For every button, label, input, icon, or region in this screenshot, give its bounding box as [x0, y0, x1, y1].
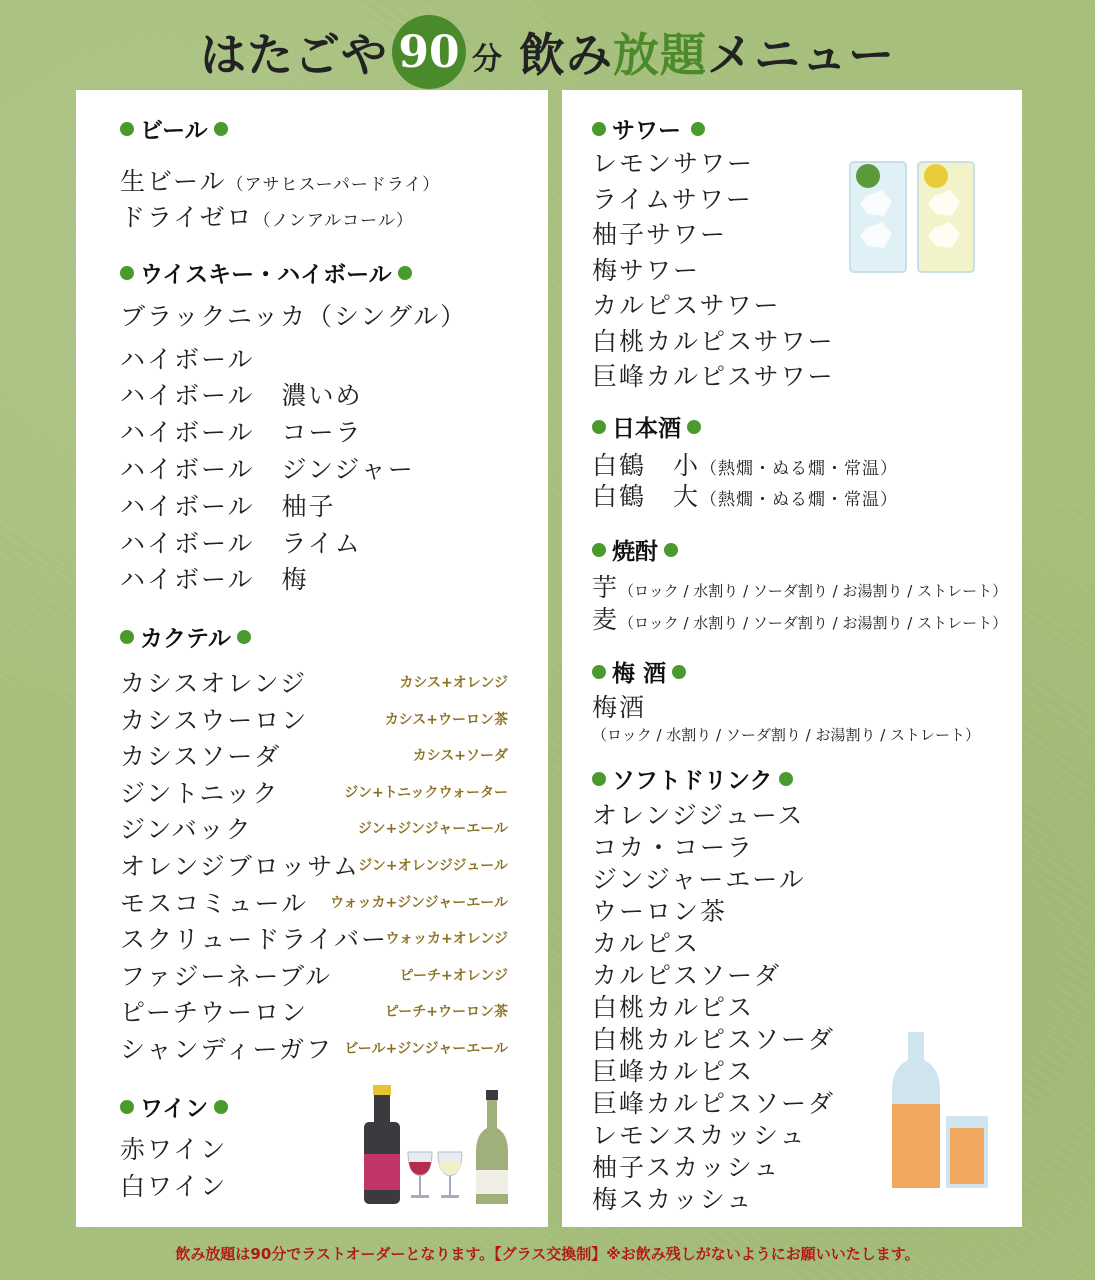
section-heading-umeshu [592, 655, 692, 688]
menu-item: 梅サワー [592, 255, 701, 285]
menu-item: 白桃カルピスソーダ [592, 1025, 836, 1054]
menu-item: ドライゼロ（ノンアルコール） [120, 203, 414, 232]
bullet-icon [592, 122, 606, 136]
menu-item: ハイボール 梅 [120, 565, 309, 594]
menu-item: 柚子スカッシュ [592, 1153, 781, 1182]
juice-bottle-icon [888, 1028, 992, 1190]
bullet-icon [120, 122, 134, 136]
heading-text: 焼酎 [612, 539, 658, 565]
bullet-icon [214, 122, 228, 136]
bullet-icon [120, 630, 134, 644]
menu-item: レモンサワー [592, 149, 755, 178]
menu-item: 柚子サワー [592, 220, 728, 249]
ingredient-note: ピーチ+オレンジ [399, 967, 508, 984]
menu-item: カルピス [592, 929, 701, 958]
ingredient-note: カシス+ウーロン茶 [384, 711, 508, 728]
ingredient-note: ジン+ジンジャーエール [357, 821, 508, 838]
bullet-icon [120, 266, 134, 280]
menu-item: ハイボール [120, 345, 255, 374]
title-number-badge: 90 [392, 15, 466, 89]
bullet-icon [672, 665, 686, 679]
right-menu-panel [562, 90, 1022, 1227]
section-heading-cocktail [120, 620, 257, 653]
menu-item: モスコミュール [120, 888, 309, 918]
menu-item: ハイボール ジンジャー [120, 455, 415, 484]
menu-item: ジンジャーエール [592, 865, 806, 894]
sour-glasses-icon [848, 156, 978, 276]
menu-item: ジントニック [120, 778, 280, 808]
menu-item: 白桃カルピスサワー [592, 326, 835, 356]
ingredient-note: ウォッカ+オレンジ [385, 931, 508, 948]
heading-text: 梅 酒 [612, 661, 667, 687]
wine-bottles-icon [356, 1082, 536, 1208]
menu-item: オレンジブロッサム [120, 852, 361, 881]
menu-item: ハイボール ライム [120, 529, 362, 558]
menu-item: 巨峰カルピスサワー [592, 362, 835, 391]
ingredient-note: カシス+オレンジ [399, 675, 508, 691]
menu-item: スクリュードライバー [120, 925, 389, 955]
menu-item: 赤ワイン [120, 1135, 228, 1164]
footer-note [0, 1233, 1095, 1273]
bullet-icon [237, 630, 251, 644]
menu-item: 生ビール（アサヒスーパードライ） [120, 167, 441, 196]
menu-item: ピーチウーロン [120, 998, 309, 1028]
menu-item: カルピスソーダ [592, 961, 782, 990]
section-heading-sour [592, 112, 711, 145]
title-part1: はたごや [200, 28, 388, 82]
menu-item: ファジーネーブル [120, 961, 333, 991]
menu-item: ハイボール コーラ [120, 418, 363, 447]
bullet-icon [664, 543, 678, 557]
menu-item: 白鶴 大（熱燗・ぬる燗・常温） [592, 482, 899, 511]
menu-item: カルピスサワー [592, 291, 781, 320]
menu-item: 梅酒 [592, 693, 647, 722]
menu-item: 芋（ロック / 水割り / ソーダ割り / お湯割り / ストレート） [592, 573, 1008, 602]
menu-item: ハイボール 濃いめ [120, 381, 363, 410]
bullet-icon [687, 420, 701, 434]
section-heading-beer [120, 112, 234, 145]
bullet-icon [592, 665, 606, 679]
section-heading-soft-drink [592, 762, 799, 795]
section-heading-sake [592, 410, 707, 443]
title-part4: メニュー [707, 28, 895, 82]
menu-item: 白桃カルピス [592, 993, 755, 1022]
bullet-icon [779, 772, 793, 786]
menu-item: ライムサワー [592, 184, 753, 214]
section-heading-shochu [592, 533, 684, 566]
ingredient-note: ビール+ジンジャーエール [344, 1041, 508, 1057]
bullet-icon [592, 772, 606, 786]
menu-item: 白ワイン [120, 1172, 228, 1201]
menu-item: 巨峰カルピス [592, 1057, 755, 1086]
bullet-icon [592, 420, 606, 434]
heading-text: 日本酒 [612, 416, 681, 442]
left-menu-panel [76, 90, 548, 1227]
heading-text: ビール [140, 118, 208, 144]
heading-text: カクテル [140, 626, 231, 652]
menu-item: カシスウーロン [120, 705, 309, 735]
menu-item: 梅スカッシュ [592, 1185, 754, 1214]
menu-item: ブラックニッカ（シングル） [120, 302, 468, 331]
umeshu-note: （ロック / 水割り / ソーダ割り / お湯割り / ストレート） [592, 726, 981, 744]
menu-item: 巨峰カルピスソーダ [592, 1089, 836, 1118]
bullet-icon [214, 1100, 228, 1114]
menu-item: レモンスカッシュ [592, 1121, 807, 1150]
menu-item: カシスオレンジ [120, 669, 308, 698]
ingredient-note: ジン+オレンジジュール [358, 858, 508, 874]
title-unit: 分 [472, 42, 503, 77]
section-heading-whisky [120, 256, 418, 289]
title-part2: 飲み [519, 28, 613, 82]
menu-item: 白鶴 小（熱燗・ぬる燗・常温） [592, 451, 899, 480]
heading-text: ソフトドリンク [612, 768, 773, 794]
menu-item: ジンバック [120, 815, 253, 845]
menu-item: ハイボール 柚子 [120, 492, 336, 521]
bullet-icon [398, 266, 412, 280]
menu-item: コカ・コーラ [592, 833, 755, 862]
title-part3: 放題 [613, 28, 707, 82]
ingredient-note: カシス+ソーダ [412, 748, 508, 765]
menu-item: オレンジジュース [592, 801, 805, 830]
footer-text: 飲み放題は90分でラストオーダーとなります。【グラス交換制】※お飲み残しがないようにお願いいたします。 [175, 1244, 920, 1263]
page-title [0, 14, 1095, 90]
bullet-icon [120, 1100, 134, 1114]
menu-item: 麦（ロック / 水割り / ソーダ割り / お湯割り / ストレート） [592, 605, 1008, 634]
menu-item: シャンディーガフ [120, 1035, 334, 1064]
ingredient-note: ピーチ+ウーロン茶 [384, 1004, 508, 1021]
section-heading-wine [120, 1090, 234, 1123]
menu-item: カシスソーダ [120, 742, 282, 772]
heading-text: ウイスキー・ハイボール [140, 262, 392, 288]
ingredient-note: ジン+トニックウォーター [344, 784, 508, 801]
heading-text: サワー [612, 118, 681, 144]
bullet-icon [691, 122, 705, 136]
menu-item: ウーロン茶 [592, 897, 728, 926]
bullet-icon [592, 543, 606, 557]
ingredient-note: ウォッカ+ジンジャーエール [330, 894, 508, 911]
heading-text: ワイン [140, 1096, 209, 1122]
